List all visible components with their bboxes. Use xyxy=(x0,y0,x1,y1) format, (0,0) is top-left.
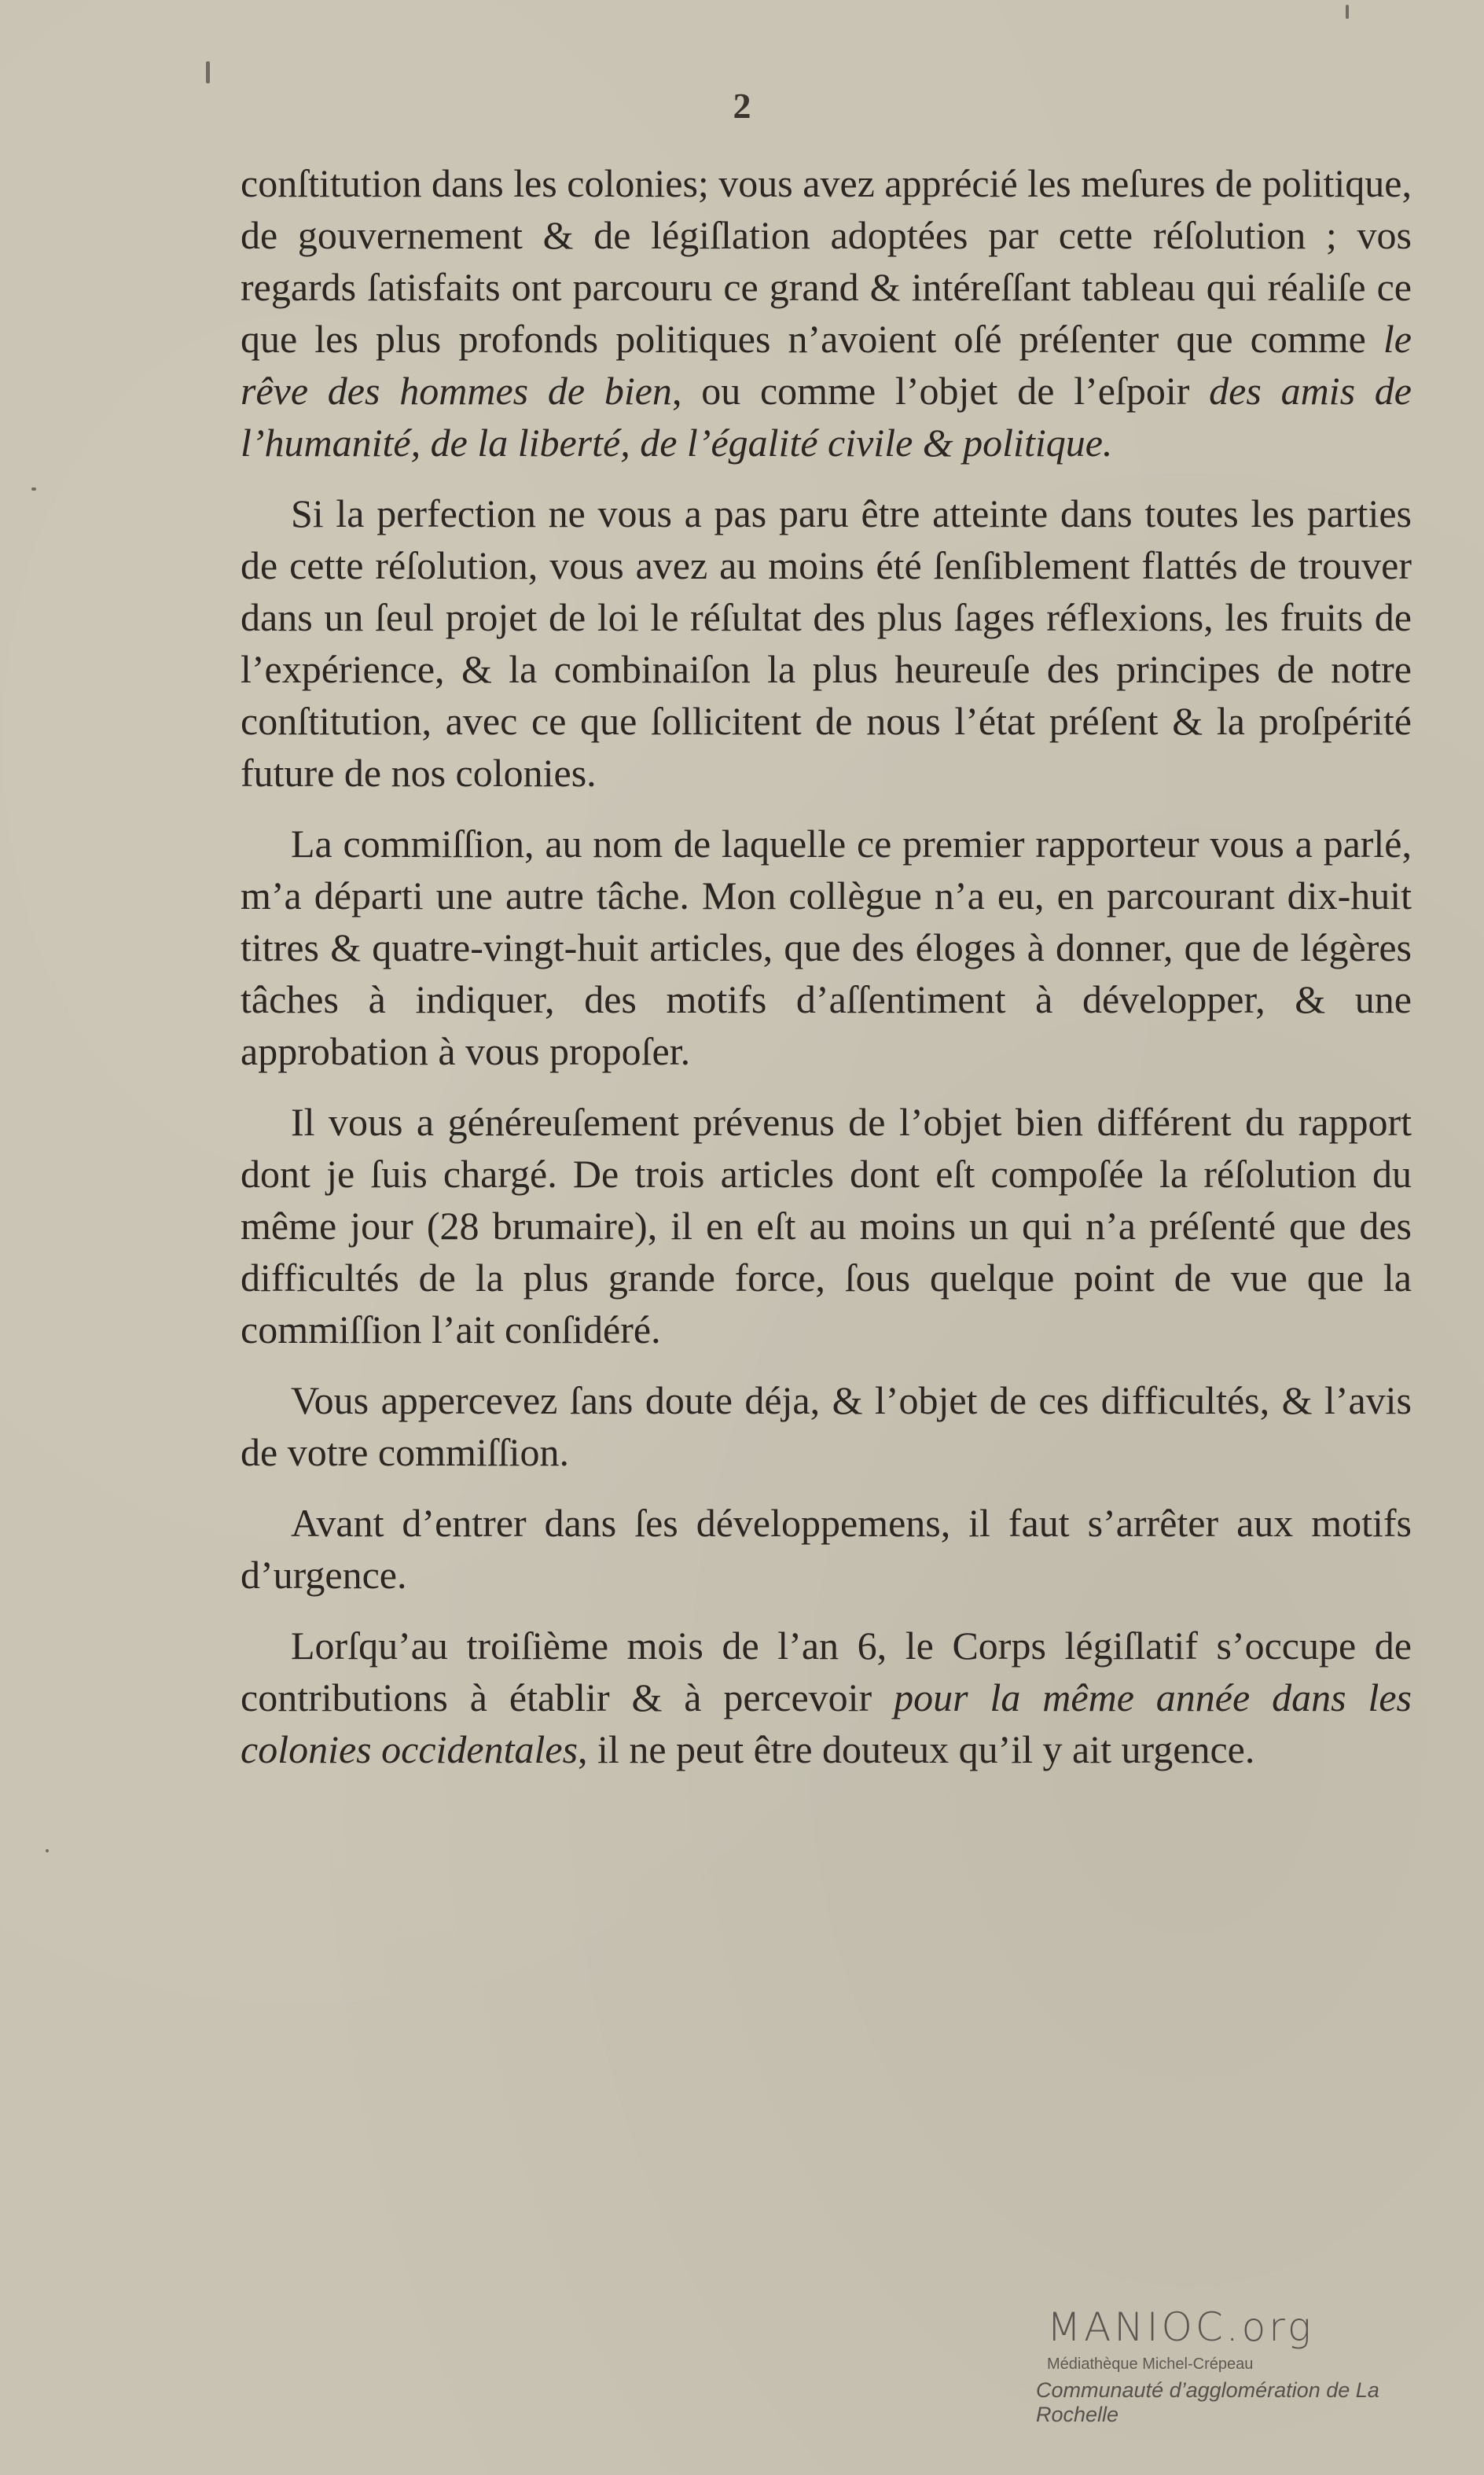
library-community: Communauté d’agglomération de La Rochelle xyxy=(1036,2378,1379,2426)
text-segment: Vous appercevez ſans doute déja, & l’objet de ces difficultés, & l’avis de votre commiſſion. xyxy=(241,1378,1412,1474)
paper-mark xyxy=(46,1849,49,1852)
paragraph xyxy=(241,1620,1412,1775)
text-segment: Il vous a généreuſement prévenus de l’objet bien différent du rapport dont je ſuis chargé. De trois articles dont eſt compoſée la réſolution du même jour (28 brumaire), il en eſt au moins un qui n’a préſenté que des difficultés de la plus grande force, ſous quelque point de vue que la commiſſion l’ait conſidéré. xyxy=(241,1100,1412,1352)
text-segment: conſtitution dans les colonies; vous avez apprécié les meſures de politique, de gouvernement & de légiſlation adoptées par cette réſolution ; vos regards ſatisfaits ont parcouru ce grand & intéreſſant tableau qui réaliſe ce que les plus profonds politiques n’avoient oſé préſenter que comme xyxy=(241,161,1412,361)
paragraph xyxy=(241,157,1412,469)
paragraph xyxy=(241,818,1412,1077)
paragraph xyxy=(241,1096,1412,1355)
paragraph xyxy=(241,1497,1412,1601)
text-segment: , il ne peut être douteux qu’il y ait urgence. xyxy=(578,1727,1255,1771)
page-number: 2 xyxy=(733,86,751,126)
paper-mark xyxy=(206,61,210,83)
text-segment: Lorſqu’au troiſième mois de l’an 6, le Corps légiſlatif s’occupe de contributions à établir & à percevoir xyxy=(241,1624,1412,1719)
body-text xyxy=(241,157,1412,1794)
paper-mark xyxy=(1346,5,1349,19)
library-name: Médiathèque Michel-Crépeau xyxy=(1047,2355,1254,2373)
library-watermark xyxy=(1036,2304,1460,2427)
paper-mark xyxy=(31,487,36,491)
paragraph xyxy=(241,487,1412,799)
text-segment: Avant d’entrer dans ſes développemens, il faut s’arrêter aux motifs d’urgence. xyxy=(241,1501,1412,1597)
italic-text: le rêve des hommes de bien xyxy=(241,317,1412,413)
italic-text: pour la même année dans les colonies occidentales xyxy=(241,1675,1412,1771)
manioc-logo: MANIOC.org xyxy=(1047,2304,1314,2350)
paragraph xyxy=(241,1374,1412,1478)
text-segment: , ou comme l’objet de l’eſpoir xyxy=(671,369,1210,413)
text-segment: La commiſſion, au nom de laquelle ce premier rapporteur vous a parlé, m’a départi une autre tâche. Mon collègue n’a eu, en parcourant dix-huit titres & quatre-vingt-huit articles, que des éloges à donner, que de légères tâches à indiquer, des motifs d’aſſentiment à développer, & une approbation à vous propoſer. xyxy=(241,822,1412,1073)
text-segment: Si la perfection ne vous a pas paru être atteinte dans toutes les parties de cette réſolution, vous avez au moins été ſenſiblement flattés de trouver dans un ſeul projet de loi le réſultat des plus ſages réflexions, les fruits de l’expérience, & la combinaiſon la plus heureuſe des principes de notre conſtitution, avec ce que ſollicitent de nous l’état préſent & la proſpérité future de nos colonies. xyxy=(241,491,1412,795)
italic-text: des amis de l’humanité, de la liberté, de l’égalité civile & politique. xyxy=(241,369,1412,465)
